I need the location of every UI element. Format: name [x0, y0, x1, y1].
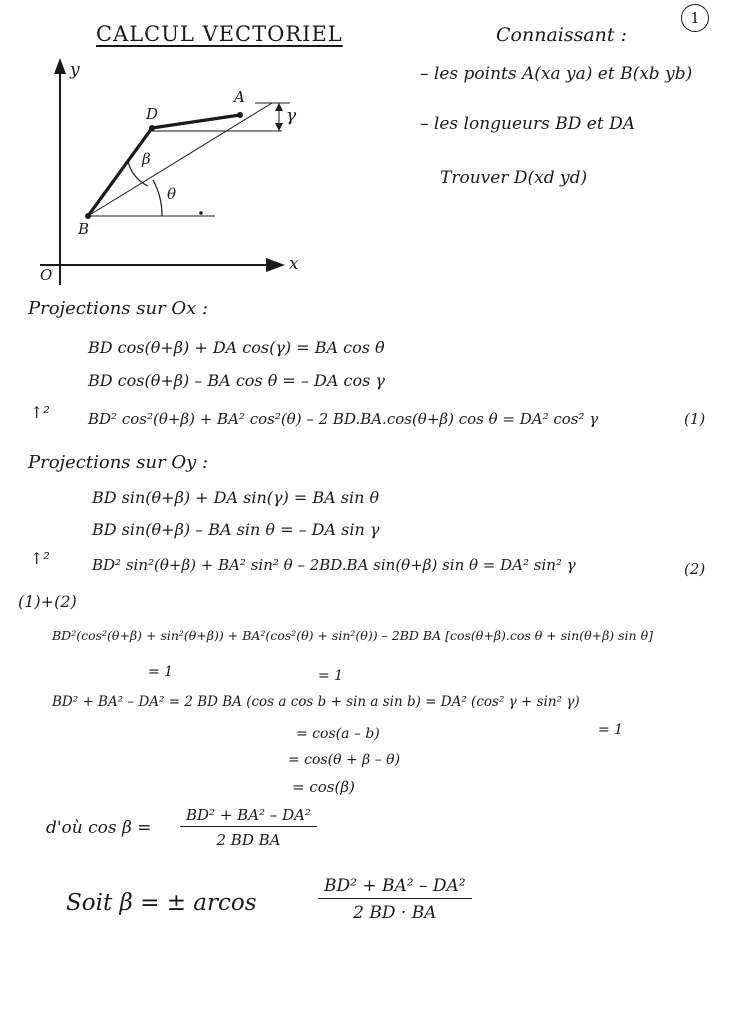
segment-bd — [88, 128, 152, 216]
gamma-arrow-down-icon — [275, 123, 283, 131]
point-d-dot — [149, 125, 155, 131]
sum-label: (1)+(2) — [18, 592, 77, 611]
result-prefix: d'où cos β = — [46, 818, 152, 838]
equation-sum-1: BD²(cos²(θ+β) + sin²(θ+β)) + BA²(cos²(θ) + sin²(θ)) – 2BD BA [cos(θ+β).cos θ + sin(θ+β) sin θ] — [52, 628, 653, 643]
equation-oy-3: BD² sin²(θ+β) + BA² sin² θ – 2BD.BA sin(θ+β) sin θ = DA² sin² γ — [92, 556, 576, 574]
final-prefix: Soit β = ± arcos — [66, 890, 257, 916]
equation-oy-1: BD sin(θ+β) + DA sin(γ) = BA sin θ — [92, 488, 380, 507]
segment-ba — [88, 103, 272, 216]
x-axis-arrow-icon — [266, 258, 285, 272]
point-a-dot — [237, 112, 243, 118]
section-projections-oy: Projections sur Oy : — [28, 452, 209, 473]
point-b-dot — [85, 213, 91, 219]
segment-da — [152, 115, 240, 128]
equation-sum-2: BD² + BA² – DA² = 2 BD BA (cos a cos b + sin a sin b) = DA² (cos² γ + sin² γ) — [52, 694, 580, 710]
equation-oy-2: BD sin(θ+β) – BA sin θ = – DA sin γ — [92, 520, 380, 539]
angle-beta-label: β — [142, 150, 151, 168]
page-title: CALCUL VECTORIEL — [96, 22, 343, 46]
simplification-step-2: = cos(θ + β – θ) — [288, 752, 401, 768]
equation-ox-3: BD² cos²(θ+β) + BA² cos²(θ) – 2 BD.BA.cos(θ+β) cos θ = DA² cos² γ — [88, 410, 599, 428]
result-denominator: 2 BD BA — [216, 831, 281, 849]
y-axis-arrow-icon — [54, 58, 66, 74]
square-marker-oy: ↑² — [30, 549, 50, 568]
final-numerator: BD² + BA² – DA² — [318, 876, 472, 899]
angle-theta-label: θ — [167, 185, 177, 203]
angle-gamma-label: γ — [286, 106, 297, 126]
brace-value-2: = 1 — [318, 668, 344, 684]
result-numerator: BD² + BA² – DA² — [180, 806, 317, 827]
given-lengths-line: – les longueurs BD et DA — [420, 114, 635, 134]
given-heading: Connaissant : — [496, 24, 627, 46]
final-fraction — [318, 876, 472, 923]
square-marker-ox: ↑² — [30, 403, 50, 422]
point-a-label: A — [234, 88, 245, 106]
given-points-line: – les points A(xa ya) et B(xb yb) — [420, 64, 693, 84]
simplification-step-1: = cos(a – b) — [296, 726, 380, 742]
point-d-label: D — [146, 105, 159, 123]
equation-ox-2: BD cos(θ+β) – BA cos θ = – DA cos γ — [88, 371, 385, 390]
final-denominator: 2 BD · BA — [353, 903, 437, 923]
simplification-step-3: = cos(β) — [292, 778, 355, 796]
page-number-badge: 1 — [681, 4, 709, 32]
gamma-arrow-up-icon — [275, 103, 283, 111]
origin-label: O — [40, 266, 53, 284]
brace-value-3: = 1 — [598, 722, 624, 738]
geometry-figure — [0, 0, 744, 300]
stray-dot — [199, 211, 203, 215]
brace-value-1: = 1 — [148, 664, 174, 680]
equation-ox-1: BD cos(θ+β) + DA cos(γ) = BA cos θ — [88, 338, 385, 357]
theta-arc — [153, 180, 162, 216]
equation-tag-2: (2) — [684, 560, 706, 578]
point-b-label: B — [78, 220, 90, 238]
result-fraction — [180, 806, 317, 849]
axis-x-label: x — [289, 254, 299, 274]
axis-y-label: y — [70, 60, 80, 80]
section-projections-ox: Projections sur Ox : — [28, 298, 209, 319]
given-find-line: Trouver D(xd yd) — [440, 168, 588, 188]
equation-tag-1: (1) — [684, 410, 706, 428]
